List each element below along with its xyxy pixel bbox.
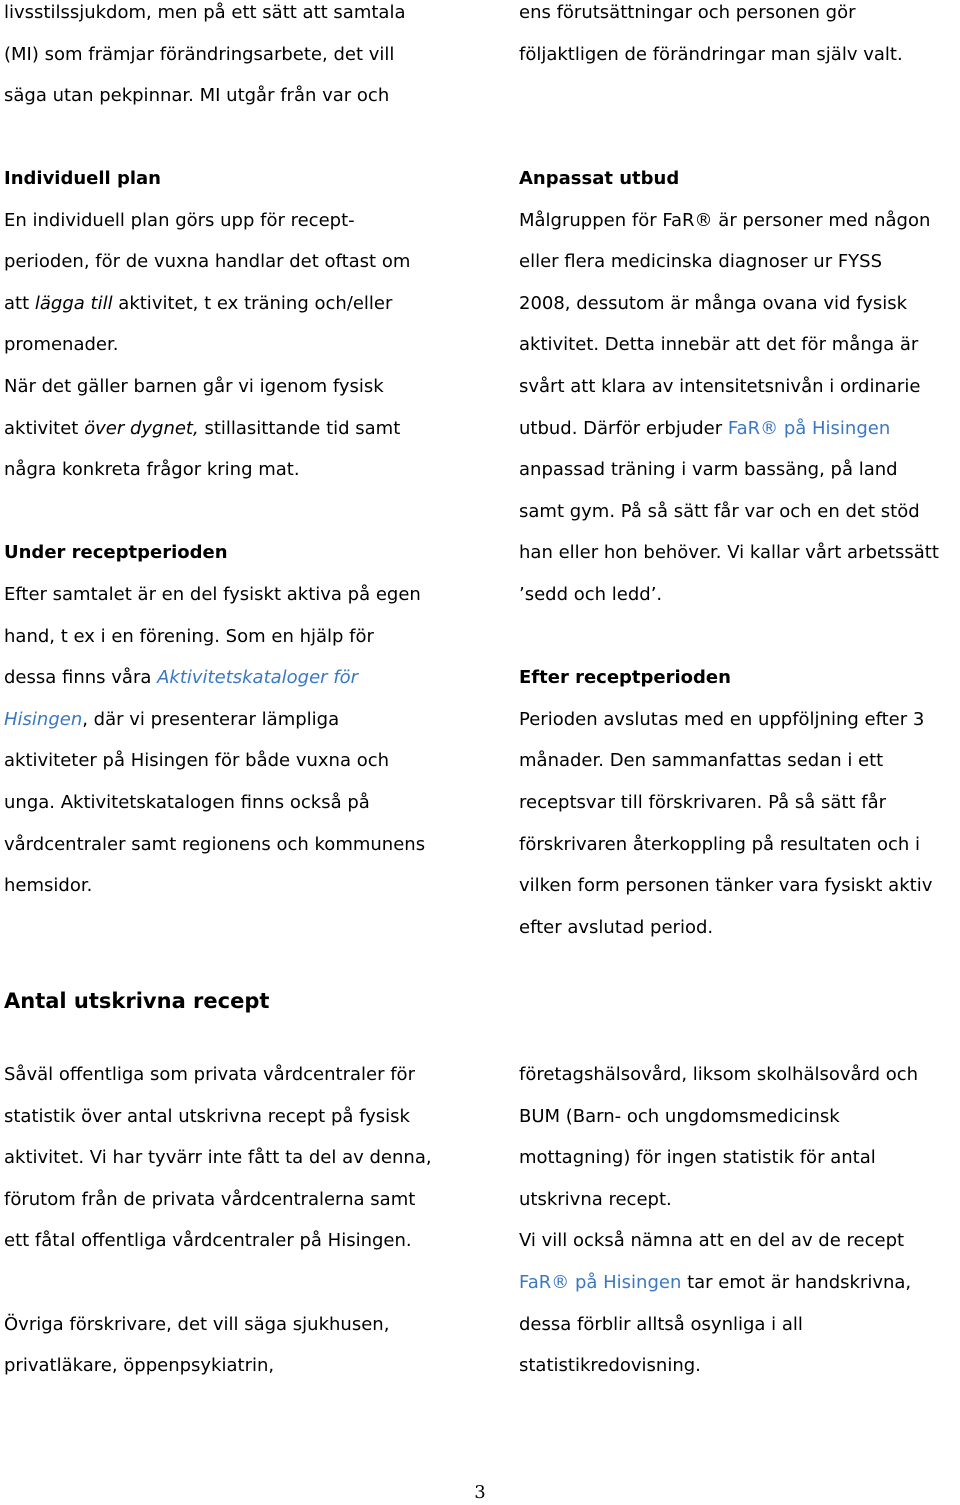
aktivitetskataloger-link[interactable]: Aktivitetskataloger för [157, 667, 359, 689]
text-line: statistik över antal utskrivna recept på fysisk [4, 1105, 410, 1127]
text-line: hand, t ex i en förening. Som en hjälp för [4, 625, 374, 647]
text-line: statistikredovisning. [519, 1355, 701, 1377]
heading-individuell-plan: Individuell plan [4, 168, 161, 189]
text-line: aktivitet. Detta innebär att det för många är [519, 334, 919, 356]
text-line: perioden, för de vuxna handlar det oftast om [4, 251, 411, 273]
text-line [4, 699, 459, 741]
text-line: Såväl offentliga som privata vårdcentraler för [4, 1064, 415, 1085]
far-hisingen-link[interactable]: FaR® på Hisingen [519, 1271, 682, 1293]
top-left-paragraph [4, 0, 459, 117]
text-span: aktivitet, t ex träning och/eller [112, 292, 393, 314]
text-line [4, 408, 459, 450]
text-span: tar emot är handskrivna, [681, 1271, 912, 1293]
heading-anpassat-utbud: Anpassat utbud [519, 168, 680, 189]
text-line: aktiviteter på Hisingen för både vuxna och [4, 750, 390, 772]
section-title-antal-utskrivna-recept: Antal utskrivna recept [4, 989, 270, 1013]
text-line: vilken form personen tänker vara fysiskt aktiv [519, 875, 933, 897]
text-line: ens förutsättningar och personen gör [519, 2, 856, 23]
hisingen-link[interactable]: Hisingen [4, 708, 83, 730]
text-line: BUM (Barn- och ungdomsmedicinsk [519, 1105, 840, 1127]
text-line: några konkreta frågor kring mat. [4, 459, 300, 481]
text-line: eller flera medicinska diagnoser ur FYSS [519, 251, 883, 273]
text-line: ’sedd och ledd’. [519, 583, 663, 605]
text-line: vårdcentraler samt regionens och kommunens [4, 833, 426, 855]
text-span: aktivitet [4, 417, 85, 439]
emphasis-text: över dygnet, [84, 417, 199, 439]
text-line: följaktligen de förändringar man själv valt. [519, 43, 903, 65]
spacer [4, 1262, 459, 1304]
text-line: aktivitet. Vi har tyvärr inte fått ta del av denna, [4, 1147, 432, 1169]
text-line: unga. Aktivitetskatalogen finns också på [4, 791, 370, 813]
text-line: mottagning) för ingen statistik för antal [519, 1147, 876, 1169]
text-line: När det gäller barnen går vi igenom fysisk [4, 375, 384, 397]
right-column [519, 158, 960, 948]
text-line: En individuell plan görs upp för recept- [4, 209, 355, 231]
text-line: Efter samtalet är en del fysiskt aktiva på egen [4, 583, 421, 605]
text-line: förskrivaren återkoppling på resultaten och i [519, 833, 921, 855]
text-line: 2008, dessutom är många ovana vid fysisk [519, 292, 908, 314]
text-line: svårt att klara av intensitetsnivån i ordinarie [519, 375, 921, 397]
text-line: receptsvar till förskrivaren. På så sätt får [519, 791, 887, 813]
text-line: företagshälsovård, liksom skolhälsovård och [519, 1064, 919, 1085]
text-line: Övriga förskrivare, det vill säga sjukhusen, [4, 1313, 390, 1335]
text-line: ett fåtal offentliga vårdcentraler på Hisingen. [4, 1230, 412, 1252]
left-column [4, 158, 459, 907]
heading-efter-receptperioden: Efter receptperioden [519, 667, 731, 689]
text-line: Perioden avslutas med en uppföljning efter 3 [519, 708, 925, 730]
text-span: stillasittande tid samt [198, 417, 401, 439]
antal-right-column [519, 1054, 960, 1387]
text-line: Vi vill också nämna att en del av de recept [519, 1230, 905, 1252]
text-line [4, 657, 459, 699]
text-line: promenader. [4, 334, 119, 356]
top-right-paragraph [519, 0, 960, 75]
far-hisingen-link[interactable]: FaR® på Hisingen [727, 417, 891, 439]
text-line [4, 283, 459, 325]
text-line: säga utan pekpinnar. MI utgår från var och [4, 85, 390, 107]
spacer [519, 616, 960, 658]
text-line: månader. Den sammanfattas sedan i ett [519, 750, 884, 772]
text-line [519, 408, 960, 450]
text-line: han eller hon behöver. Vi kallar vårt arbetssätt [519, 542, 939, 564]
text-span: att [4, 292, 35, 314]
text-line: hemsidor. [4, 875, 93, 897]
heading-under-receptperioden: Under receptperioden [4, 542, 228, 564]
text-line: samt gym. På så sätt får var och en det stöd [519, 500, 920, 522]
text-line: förutom från de privata vårdcentralerna samt [4, 1188, 416, 1210]
text-span: dessa finns våra [4, 667, 158, 689]
text-line: livsstilssjukdom, men på ett sätt att samtala [4, 2, 406, 23]
antal-left-column [4, 1054, 459, 1387]
text-line: (MI) som främjar förändringsarbete, det vill [4, 43, 395, 65]
text-line: dessa förblir alltså osynliga i all [519, 1313, 803, 1335]
spacer [4, 491, 459, 533]
text-line: Målgruppen för FaR® är personer med någon [519, 209, 931, 231]
text-span: utbud. Därför erbjuder [519, 417, 728, 439]
text-line: efter avslutad period. [519, 916, 714, 938]
text-span: , där vi presenterar lämpliga [82, 708, 340, 730]
text-line: utskrivna recept. [519, 1188, 672, 1210]
page-number: 3 [474, 1482, 486, 1503]
emphasis-text: lägga till [34, 292, 113, 314]
text-line: anpassad träning i varm bassäng, på land [519, 459, 898, 481]
text-line: privatläkare, öppenpsykiatrin, [4, 1355, 275, 1377]
text-line [519, 1262, 960, 1304]
